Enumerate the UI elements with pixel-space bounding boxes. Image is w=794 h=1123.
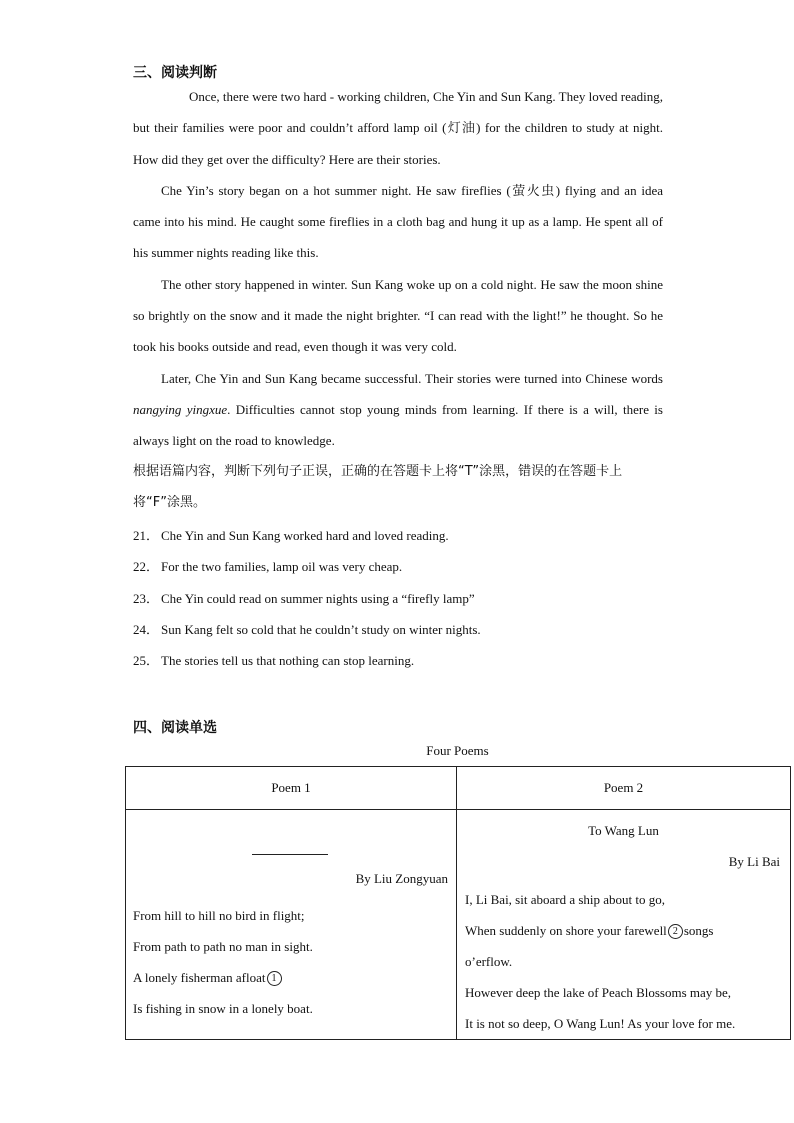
passage-paragraph-1: Once, there were two hard - working children, Che Yin and Sun Kang. They loved reading, but their families were poor and couldn’t afford lamp oil (灯油) for the children to study at night. How did they get over the difficulty? Here are their stories. [133, 89, 664, 167]
question-21 [133, 525, 449, 544]
question-number: 25． [133, 653, 160, 668]
paragraph-4-end: . Difficulties cannot stop young minds from learning. If there is a will, there is always light on the road to knowledge. [133, 401, 663, 449]
poems-table [125, 766, 791, 1040]
circled-number-1: 1 [267, 971, 282, 986]
question-24 [133, 619, 481, 638]
passage-paragraph-2: Che Yin’s story began on a hot summer night. He saw fireflies (萤火虫) flying and an idea came into his mind. He caught some fireflies in a cloth bag and hung it up as a lamp. He spent all of his summer nights reading like this. [133, 182, 663, 261]
poem-2-line: o’erflow. [465, 954, 513, 969]
question-22 [133, 556, 402, 575]
question-text: Che Yin and Sun Kang worked hard and loved reading. [161, 528, 449, 543]
poem-1-lines [133, 900, 313, 1024]
poem-1-line: Is fishing in snow in a lonely boat. [133, 1001, 313, 1016]
question-text: For the two families, lamp oil was very cheap. [161, 559, 403, 574]
question-25 [133, 650, 414, 669]
question-text: Che Yin could read on summer nights using a “firefly lamp” [161, 591, 475, 606]
poem-2-cell [457, 810, 791, 1040]
poem-2-line: When suddenly on shore your farewell 2 songs [465, 923, 714, 938]
question-number: 21． [133, 528, 160, 543]
poem-2-line: It is not so deep, O Wang Lun! As your love for me. [465, 1016, 736, 1031]
poem-2-author: By Li Bai [728, 854, 780, 869]
column-header-poem-1: Poem 1 [126, 767, 457, 810]
poem-2-line: I, Li Bai, sit aboard a ship about to go, [465, 892, 666, 907]
passage-paragraph-4 [133, 363, 663, 457]
question-number: 23． [133, 591, 160, 606]
passage-paragraph-3: The other story happened in winter. Sun Kang woke up on a cold night. He saw the moon shine so brightly on the snow and it made the night brighter. “I can read with the light!” he thought. So he took his books outside and read, even though it was very cold. [133, 276, 663, 355]
table-row [126, 810, 791, 1040]
poem-2-title: To Wang Lun [588, 823, 659, 838]
instruction-text: 根据语篇内容，判断下列句子正误，正确的在答题卡上将“T”涂黑，错误的在答题卡上将“F”涂黑。 [133, 464, 623, 510]
column-header-poem-2: Poem 2 [457, 767, 791, 810]
poem-1-line: From hill to hill no bird in flight; [133, 908, 305, 923]
circled-number-2: 2 [668, 924, 683, 939]
poem-1-line: A lonely fisherman afloat 1 [133, 962, 313, 993]
blank-title-line [252, 854, 328, 855]
question-number: 24． [133, 622, 160, 637]
poem-1-cell [126, 810, 457, 1040]
poem-1-author: By Liu Zongyuan [355, 871, 448, 886]
table-caption: Four Poems [426, 743, 489, 758]
question-text: The stories tell us that nothing can stop learning. [161, 653, 415, 668]
poem-2-lines [465, 884, 735, 1039]
section-heading-reading-choice: 四、阅读单选 [133, 720, 217, 736]
poem-1-line: From path to path no man in sight. [133, 939, 313, 954]
question-number: 22． [133, 559, 160, 574]
poem-2-line: However deep the lake of Peach Blossoms may be, [465, 985, 732, 1000]
question-text: Sun Kang felt so cold that he couldn’t study on winter nights. [161, 622, 481, 637]
paragraph-4-start: Later, Che Yin and Sun Kang became successful. Their stories were turned into Chinese words [161, 370, 663, 386]
table-header-row [126, 767, 791, 810]
paragraph-4-italic: nangying yingxue [133, 401, 228, 417]
section-heading-reading-judgment: 三、阅读判断 [133, 65, 217, 81]
passage [133, 81, 663, 457]
question-23 [133, 588, 475, 607]
